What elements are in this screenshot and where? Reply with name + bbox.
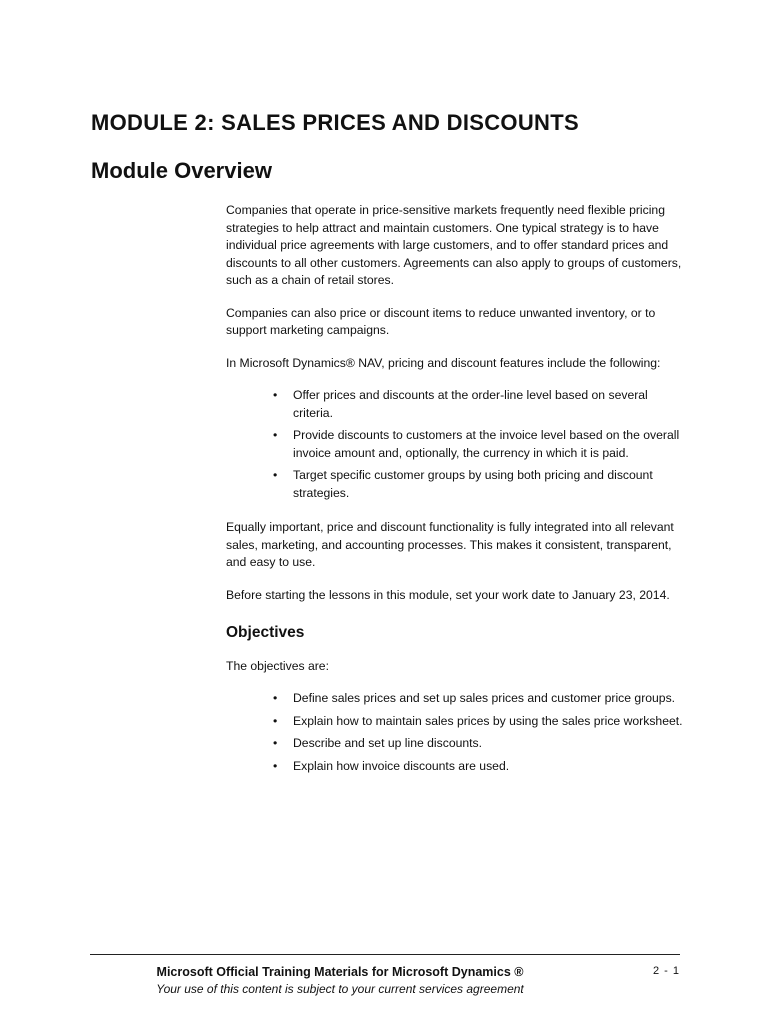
list-item-text: Define sales prices and set up sales prices and customer price groups.	[293, 691, 676, 705]
list-item	[273, 387, 684, 422]
section-title-module-overview: Module Overview	[91, 158, 272, 183]
footer-notice: Your use of this content is subject to your current services agreement	[156, 982, 524, 996]
bullet-icon: •	[273, 713, 278, 728]
bullet-icon: •	[273, 691, 278, 705]
section-title-objectives: Objectives	[226, 624, 305, 641]
list-item	[273, 758, 684, 776]
module-overview-body	[226, 202, 684, 792]
list-item	[273, 735, 684, 753]
list-item-text: Describe and set up line discounts.	[293, 736, 483, 750]
footer-title: Microsoft Official Training Materials for Microsoft Dynamics ®	[156, 965, 524, 979]
paragraph-work-date: Before starting the lessons in this module, set your work date to January 23, 2014.	[226, 587, 670, 602]
bullet-icon: •	[273, 758, 278, 773]
bullet-icon: •	[273, 736, 278, 750]
list-item-text: Target specific customer groups by using both pricing and discount strategies.	[293, 468, 653, 500]
bullet-icon: •	[273, 468, 278, 482]
list-item	[273, 690, 684, 708]
module-title: MODULE 2: SALES PRICES AND DISCOUNTS	[91, 110, 579, 135]
list-item-text: Explain how to maintain sales prices by using the sales price worksheet.	[293, 713, 683, 728]
paragraph-features-intro: In Microsoft Dynamics® NAV, pricing and discount features include the following:	[226, 355, 661, 370]
list-item	[273, 467, 684, 502]
footer-divider	[90, 954, 680, 955]
page-number: 2 - 1	[652, 965, 680, 977]
objectives-list	[226, 690, 684, 775]
paragraph-inventory: Companies can also price or discount items to reduce unwanted inventory, or to support marketing campaigns.	[226, 305, 656, 337]
paragraph-integration: Equally important, price and discount functionality is fully integrated into all relevant sales, marketing, and accounting processes. This makes it consistent, transparent, and easy to use.	[226, 520, 674, 569]
bullet-icon: •	[273, 388, 278, 402]
bullet-icon: •	[273, 428, 278, 442]
paragraph-intro: Companies that operate in price-sensitive markets frequently need flexible pricing strategies to help attract and maintain customers. One typical strategy is to have individual price agreements with large customers, and to offer standard prices and discounts to all other customers. Agreements can also apply to groups of customers, such as a chain of retail stores.	[226, 203, 682, 287]
features-list	[226, 387, 684, 502]
list-item	[273, 427, 684, 462]
list-item-text: Explain how invoice discounts are used.	[293, 758, 510, 773]
objectives-intro: The objectives are:	[226, 658, 329, 673]
list-item-text: Offer prices and discounts at the order-line level based on several criteria.	[293, 388, 648, 420]
list-item	[273, 713, 684, 731]
list-item-text: Provide discounts to customers at the invoice level based on the overall invoice amount and, optionally, the currency in which it is paid.	[293, 428, 680, 460]
